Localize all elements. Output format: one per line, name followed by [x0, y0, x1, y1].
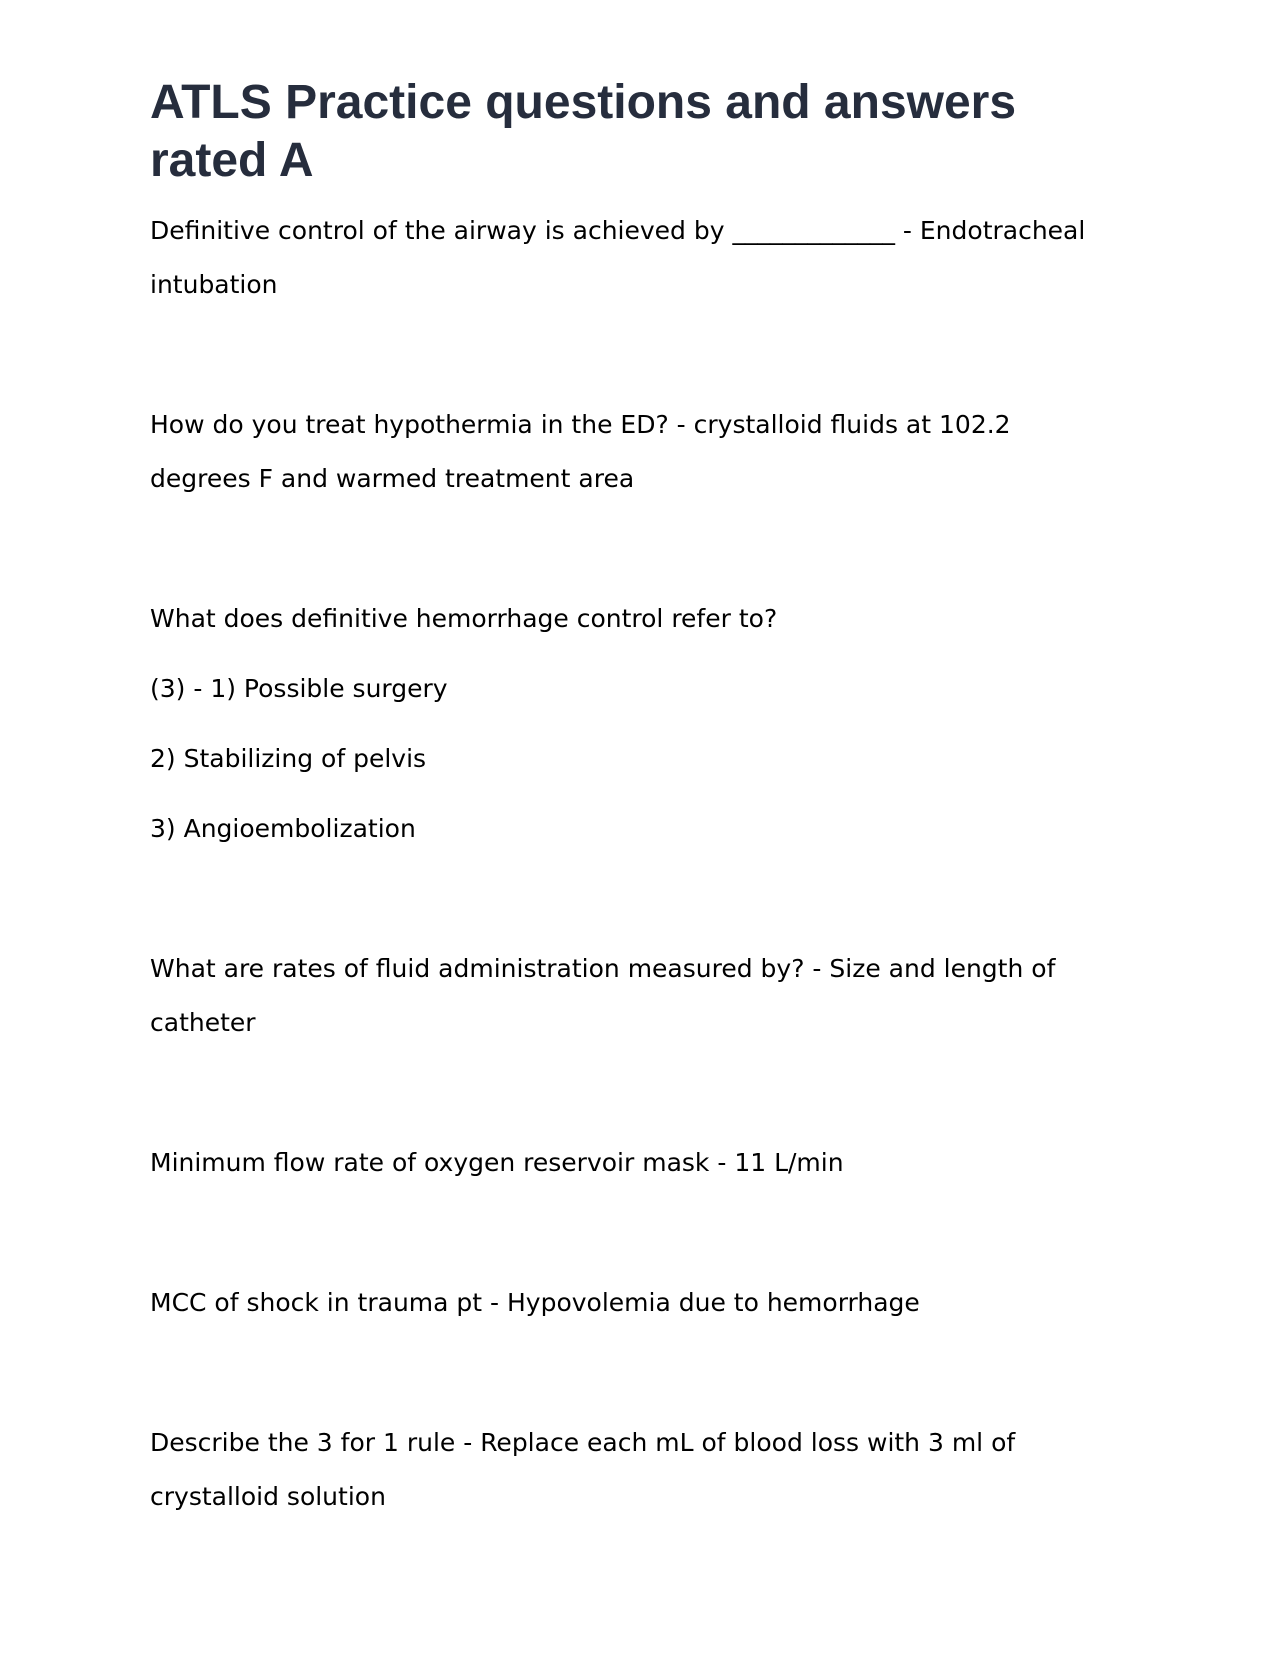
- qa-entry: What does definitive hemorrhage control refer to?: [150, 604, 778, 633]
- qa-entry: MCC of shock in trauma pt - Hypovolemia due to hemorrhage: [150, 1288, 920, 1317]
- page-title: ATLS Practice questions and answers rated A: [150, 76, 1017, 187]
- qa-answer-line: 2) Stabilizing of pelvis: [150, 744, 427, 773]
- qa-answer-line: 3) Angioembolization: [150, 814, 416, 843]
- qa-entry: How do you treat hypothermia in the ED? - crystalloid fluids at 102.2 degrees F and warmed treatment area: [150, 410, 1011, 493]
- qa-answer-line: (3) - 1) Possible surgery: [150, 674, 448, 703]
- qa-entry: What are rates of fluid administration measured by? - Size and length of catheter: [150, 954, 1056, 1037]
- document-page: [150, 74, 1110, 1524]
- qa-entry: Minimum flow rate of oxygen reservoir mask - 11 L/min: [150, 1148, 844, 1177]
- qa-entry: Definitive control of the airway is achieved by _____________ - Endotracheal intubation: [150, 216, 1086, 299]
- qa-entry: Describe the 3 for 1 rule - Replace each mL of blood loss with 3 ml of crystalloid solution: [150, 1428, 1016, 1511]
